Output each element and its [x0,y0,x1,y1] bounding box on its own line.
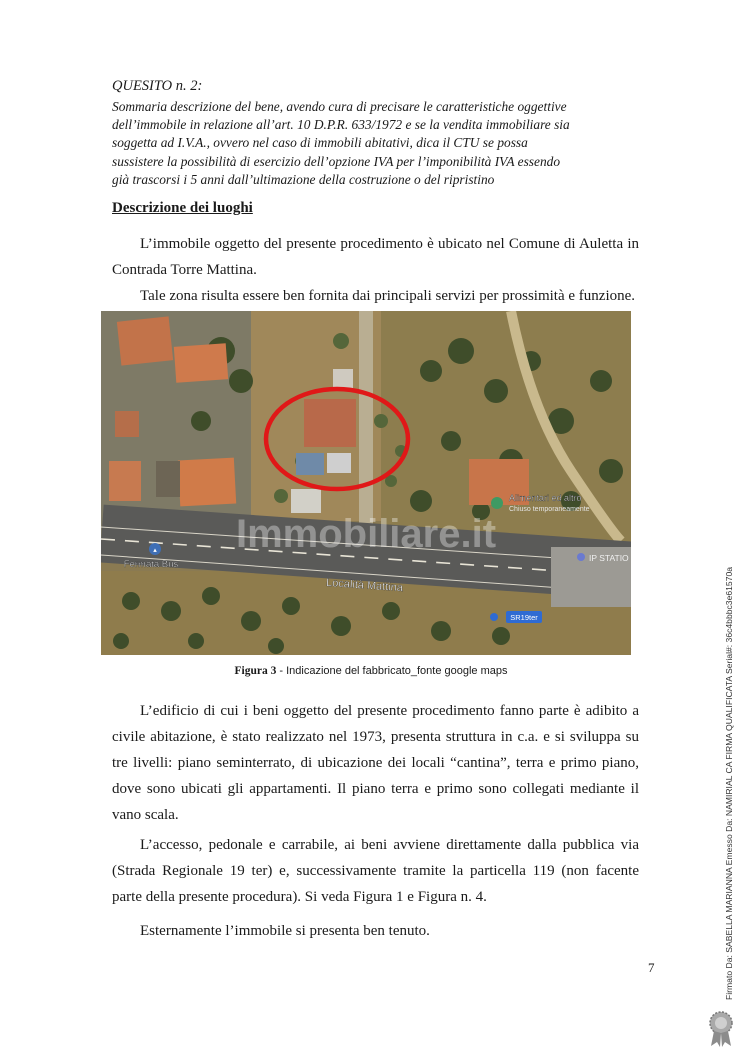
transit-icon [490,613,498,621]
figure-caption-label: Figura 3 [234,665,277,677]
certification-seal-icon [706,1010,736,1048]
quesito-line: già trascorsi i 5 anni dall’ultimazione della costruzione o del ripristino [112,171,495,187]
page-number: 7 [648,960,655,975]
quesito-title: QUESITO n. 2: [112,78,203,94]
quesito-line: Sommaria descrizione del bene, avendo cura di precisare le caratteristiche oggettive [112,99,567,114]
watermark: Immobiliare.it [235,512,497,556]
paragraph-location: L’immobile oggetto del presente procedimento è ubicato nel Comune di Auletta in Contrada Torre Mattina. [112,236,639,278]
map-label-bus-stop: Fermata Bus [123,559,179,570]
paragraph-exterior: Esternamente l’immobile si presenta ben tenuto. [140,923,430,939]
paragraph-services: Tale zona risulta essere ben fornita dai principali servizi per prossimità e funzione. [140,288,636,304]
section-heading: Descrizione dei luoghi [112,200,253,216]
quesito-line: soggetta ad I.V.A., ovvero nel caso di immobili abitativi, dica il CTU se possa [112,135,528,151]
aerial-map-figure [101,311,631,655]
paragraph-access: L’accesso, pedonale e carrabile, ai beni avviene direttamente dalla pubblica via (Strada Regionale 19 ter) e, successivamente tramite la particella 119 (non facente parte della presente procedura). Si veda Figura 1 e Figura n. 4. [112,837,639,905]
aerial-map-image [101,311,631,655]
shop-pin-icon [491,497,503,509]
figure-caption-text: - Indicazione del fabbricato_fonte google maps [276,665,508,677]
map-label-shop: Alimentari ed altro [509,493,582,503]
digital-signature-stamp: Firmato Da: SABELLA MARIANNA Emesso Da: NAMIRIAL CA FIRMA QUALIFICATA Serial#: 36c4bbbc3e61570a [724,566,734,1000]
quesito-line: sussistere la possibilità di esercizio dell’opzione IVA per l’imponibilità IVA essendo [112,153,561,169]
station-pin-icon [577,553,585,561]
svg-text:▴: ▴ [153,547,157,554]
paragraph-building: L’edificio di cui i beni oggetto del presente procedimento fanno parte è adibito a civile abitazione, è stato realizzato nel 1973, presenta struttura in c.a. e si sviluppa su tre livelli: piano seminterrato, di ubicazione dei locali “cantina”, terra e primo piano, dove sono ubicati gli appartamenti. Il piano terra e primo sono collegati mediante il vano scala. [112,703,639,823]
quesito-description [112,98,642,189]
figure-caption [0,665,742,677]
map-label-locality: Località Mattina [325,576,404,595]
map-label-shop-status: Chiuso temporaneamente [509,506,590,513]
road-shield-label: SR19ter [510,613,538,622]
quesito-line: dell’immobile in relazione all’art. 10 D.P.R. 633/1972 e se la vendita immobiliare sia [112,117,570,133]
map-label-station: IP STATIO [589,553,629,563]
